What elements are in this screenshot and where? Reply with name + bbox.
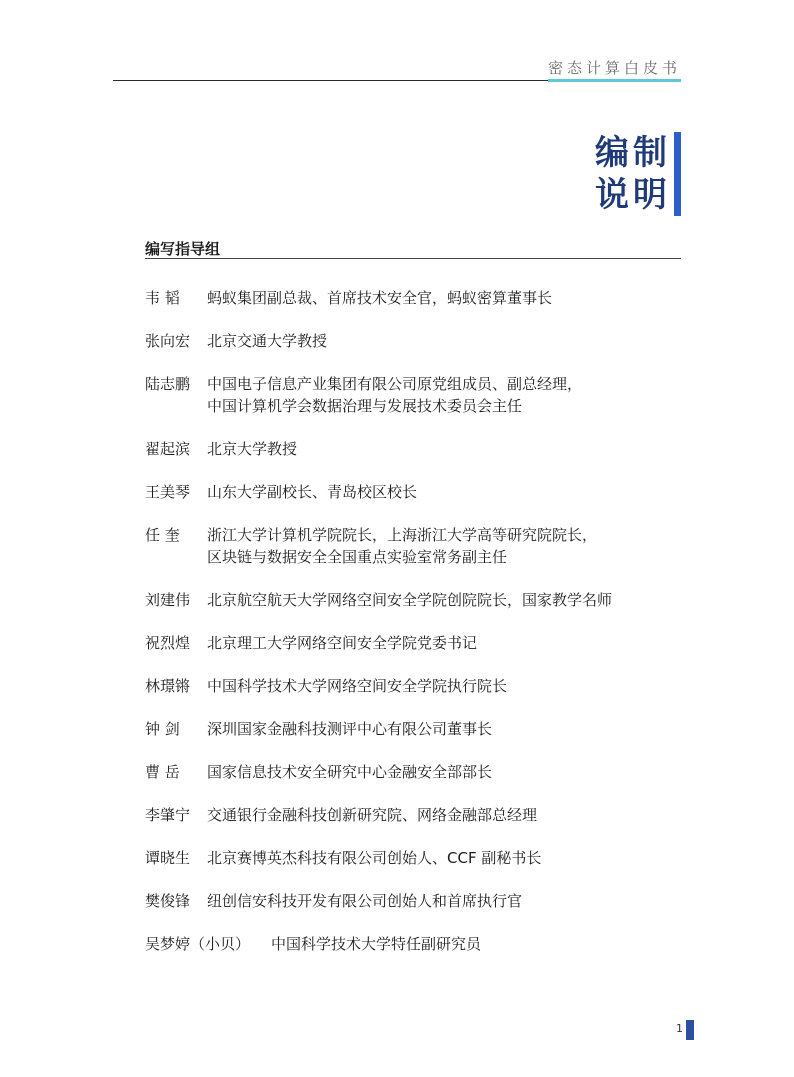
member-name: 刘建伟 <box>145 591 191 609</box>
member-row <box>145 933 685 955</box>
member-title-line: 蚂蚁集团副总裁、首席技术安全官，蚂蚁密算董事长 <box>207 289 553 307</box>
member-row <box>145 847 685 869</box>
member-row <box>145 632 685 654</box>
member-row <box>145 287 685 309</box>
member-row <box>145 373 685 417</box>
member-name: 韦 韬 <box>145 289 180 307</box>
member-name: 任 奎 <box>145 526 180 544</box>
member-title-line: 纽创信安科技开发有限公司创始人和首席执行官 <box>207 892 523 910</box>
member-title-line: 北京赛博英杰科技有限公司创始人、CCF 副秘书长 <box>207 849 542 867</box>
section-title-line-2: 说明 <box>595 175 671 215</box>
member-title-line: 北京交通大学教授 <box>207 332 328 350</box>
group-heading: 编写指导组 <box>145 240 221 258</box>
member-row <box>145 589 685 611</box>
member-name: 吴梦婷（小贝） <box>145 935 251 953</box>
member-titles <box>207 438 297 460</box>
member-titles <box>207 761 492 783</box>
member-row <box>145 675 685 697</box>
member-name: 张向宏 <box>145 332 191 350</box>
member-titles <box>207 890 522 912</box>
member-title-line: 区块链与数据安全全国重点实验室常务副主任 <box>207 548 508 566</box>
member-row <box>145 524 685 568</box>
member-name: 翟起滨 <box>145 440 191 458</box>
member-title-line: 中国科学技术大学特任副研究员 <box>271 935 482 953</box>
member-titles <box>207 524 597 568</box>
member-titles <box>207 373 582 417</box>
header-title: 密态计算白皮书 <box>547 59 681 77</box>
page-number: 1 <box>676 1022 683 1035</box>
member-titles <box>207 287 552 309</box>
member-row <box>145 438 685 460</box>
member-titles <box>207 675 507 697</box>
member-row <box>145 481 685 503</box>
member-title-line: 国家信息技术安全研究中心金融安全部部长 <box>207 763 493 781</box>
member-row <box>145 330 685 352</box>
member-title-line: 中国科学技术大学网络空间安全学院执行院长 <box>207 677 508 695</box>
member-row <box>145 890 685 912</box>
page-number-bar <box>686 1020 694 1040</box>
member-title-line: 北京理工大学网络空间安全学院党委书记 <box>207 634 478 652</box>
member-titles <box>207 632 477 654</box>
member-name: 李肇宁 <box>145 806 191 824</box>
member-title-line: 中国计算机学会数据治理与发展技术委员会主任 <box>207 397 523 415</box>
member-list <box>145 287 685 976</box>
member-titles <box>207 330 327 352</box>
member-title-line: 交通银行金融科技创新研究院、网络金融部总经理 <box>207 806 538 824</box>
member-name: 祝烈煌 <box>145 634 191 652</box>
member-titles <box>271 933 481 955</box>
member-row <box>145 761 685 783</box>
group-heading-divider <box>145 258 681 259</box>
member-row <box>145 718 685 740</box>
member-name: 樊俊锋 <box>145 892 191 910</box>
member-name: 陆志鹏 <box>145 375 191 393</box>
member-name: 王美琴 <box>145 483 191 501</box>
member-title-line: 中国电子信息产业集团有限公司原党组成员、副总经理， <box>207 375 583 393</box>
member-titles <box>207 718 492 740</box>
member-title-line: 北京航空航天大学网络空间安全学院创院院长，国家教学名师 <box>207 591 613 609</box>
member-title-line: 山东大学副校长、青岛校区校长 <box>207 483 418 501</box>
member-titles <box>207 804 537 826</box>
section-title-line-1: 编制 <box>595 133 671 173</box>
member-name: 曹 岳 <box>145 763 180 781</box>
member-name: 林璟锵 <box>145 677 191 695</box>
member-name: 谭晓生 <box>145 849 191 867</box>
member-title-line: 深圳国家金融科技测评中心有限公司董事长 <box>207 720 493 738</box>
section-title-accent-bar <box>674 132 681 216</box>
member-title-line: 北京大学教授 <box>207 440 298 458</box>
header-accent-bar <box>548 79 681 82</box>
member-titles <box>207 481 417 503</box>
member-titles <box>207 847 541 869</box>
section-title <box>471 132 671 216</box>
member-name: 钟 剑 <box>145 720 180 738</box>
member-titles <box>207 589 612 611</box>
member-title-line: 浙江大学计算机学院院长，上海浙江大学高等研究院院长， <box>207 526 598 544</box>
member-row <box>145 804 685 826</box>
